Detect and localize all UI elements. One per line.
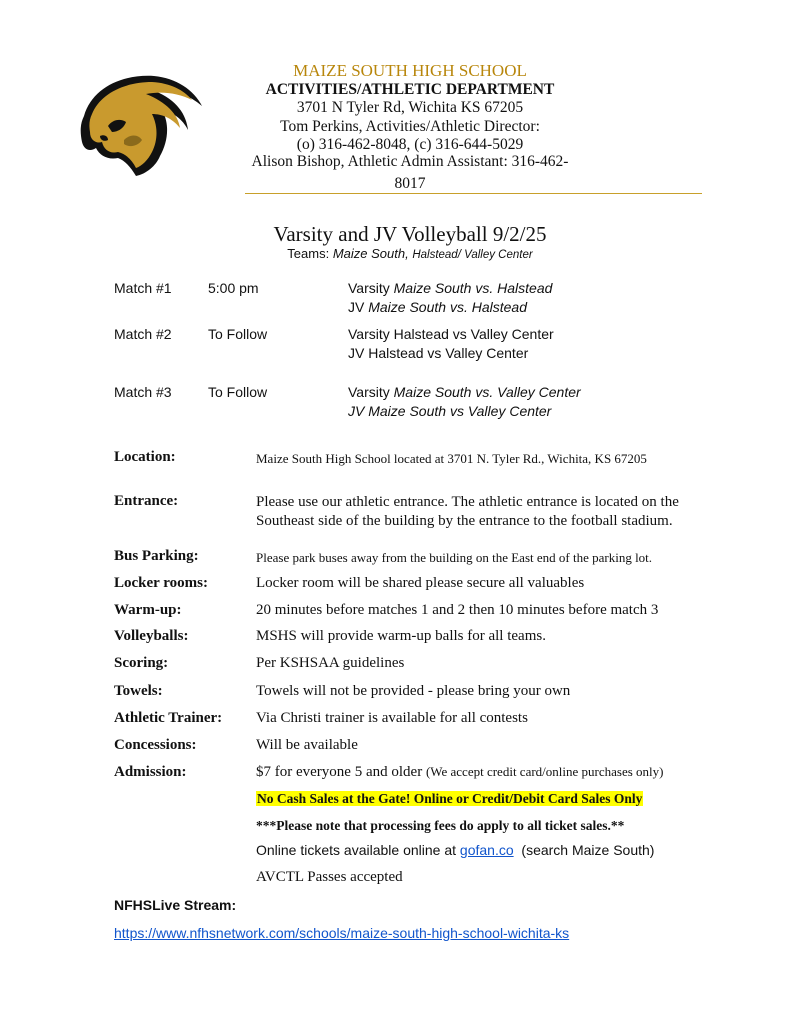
- warm-up-value: 20 minutes before matches 1 and 2 then 10 minutes before match 3: [256, 602, 659, 618]
- match-2-name: Match #2: [114, 326, 172, 342]
- match-3-line2: JV Maize South vs Valley Center: [348, 403, 552, 419]
- phone-line: (o) 316-462-8048, (c) 316-644-5029: [296, 136, 524, 153]
- entrance-label: Entrance:: [114, 493, 179, 509]
- admission-label: Admission:: [114, 764, 187, 780]
- teams-line: [230, 246, 590, 261]
- match-3-line1-prefix: Varsity: [348, 384, 390, 400]
- online-tickets-prefix: Online tickets available online at: [256, 842, 457, 858]
- admission-price: $7 for everyone 5 and older: [256, 764, 423, 780]
- no-cash-highlight: No Cash Sales at the Gate! Online or Credit/Debit Card Sales Only: [257, 791, 643, 806]
- match-3-name: Match #3: [114, 384, 172, 400]
- event-title: Varsity and JV Volleyball 9/2/25: [273, 222, 547, 246]
- warm-up-label: Warm-up:: [114, 602, 182, 618]
- volleyballs-label: Volleyballs:: [114, 628, 189, 644]
- location-label: Location:: [114, 449, 176, 465]
- match-3-line1-teams: Maize South vs. Valley Center: [393, 384, 581, 400]
- scoring-value: Per KSHSAA guidelines: [256, 655, 405, 671]
- teams-rest: Halstead/ Valley Center: [412, 249, 533, 261]
- admission-value: [256, 764, 663, 781]
- bus-parking-value: Please park buses away from the building on the East end of the parking lot.: [256, 550, 653, 565]
- scoring-label: Scoring:: [114, 655, 169, 671]
- concessions-label: Concessions:: [114, 737, 197, 753]
- match-1-line1-teams: Maize South vs. Halstead: [393, 280, 553, 296]
- match-2-line1: Varsity Halstead vs Valley Center: [348, 326, 554, 342]
- volleyballs-value: MSHS will provide warm-up balls for all teams.: [256, 628, 546, 644]
- admission-note: (We accept credit card/online purchases only): [425, 764, 664, 779]
- locker-rooms-value: Locker room will be shared please secure all valuables: [256, 575, 585, 591]
- location-value: Maize South High School located at 3701 N. Tyler Rd., Wichita, KS 67205: [256, 451, 647, 466]
- towels-value: Towels will not be provided - please bring your own: [256, 683, 571, 699]
- header-divider: [245, 193, 702, 194]
- match-1-line1-prefix: Varsity: [348, 280, 390, 296]
- director-line: Tom Perkins, Activities/Athletic Director:: [280, 118, 540, 135]
- assistant-line: Alison Bishop, Athletic Admin Assistant: 316-462-8017: [251, 153, 569, 192]
- avctl-passes: AVCTL Passes accepted: [256, 869, 403, 885]
- match-1-line2-teams: Maize South vs. Halstead: [368, 299, 527, 315]
- entrance-value: Please use our athletic entrance. The athletic entrance is located on the Southeast side of the building by the entrance to the football stadium.: [256, 494, 679, 529]
- teams-main: Maize South,: [332, 246, 409, 261]
- match-3-line1: [348, 383, 581, 402]
- school-name: MAIZE SOUTH HIGH SCHOOL: [293, 61, 527, 80]
- maize-mascot-logo-icon: [78, 70, 208, 180]
- match-3-time: To Follow: [208, 384, 268, 400]
- match-2-time: To Follow: [208, 326, 268, 342]
- online-tickets: [256, 842, 654, 858]
- department-name: ACTIVITIES/ATHLETIC DEPARTMENT: [265, 81, 555, 98]
- locker-rooms-label: Locker rooms:: [114, 575, 209, 591]
- match-1-time: 5:00 pm: [208, 280, 259, 296]
- athletic-trainer-label: Athletic Trainer:: [114, 710, 223, 726]
- match-2-line2: JV Halstead vs Valley Center: [348, 345, 529, 361]
- match-1-name: Match #1: [114, 280, 172, 296]
- towels-label: Towels:: [114, 683, 163, 699]
- match-1-line2: [348, 298, 527, 317]
- stream-link[interactable]: https://www.nfhsnetwork.com/schools/maize-south-high-school-wichita-ks: [114, 925, 570, 941]
- athletic-trainer-value: Via Christi trainer is available for all contests: [256, 710, 528, 726]
- online-tickets-suffix: (search Maize South): [521, 842, 655, 858]
- school-address: 3701 N Tyler Rd, Wichita KS 67205: [296, 99, 524, 116]
- fees-note: ***Please note that processing fees do apply to all ticket sales.**: [256, 818, 625, 833]
- teams-label: Teams:: [287, 246, 330, 261]
- match-1-line1: [348, 279, 552, 298]
- no-cash-notice: [256, 791, 643, 808]
- concessions-value: Will be available: [256, 737, 358, 753]
- stream-label: NFHSLive Stream:: [114, 897, 237, 913]
- gofan-link[interactable]: gofan.co: [459, 842, 514, 858]
- match-1-line2-prefix: JV: [348, 299, 365, 315]
- bus-parking-label: Bus Parking:: [114, 548, 199, 564]
